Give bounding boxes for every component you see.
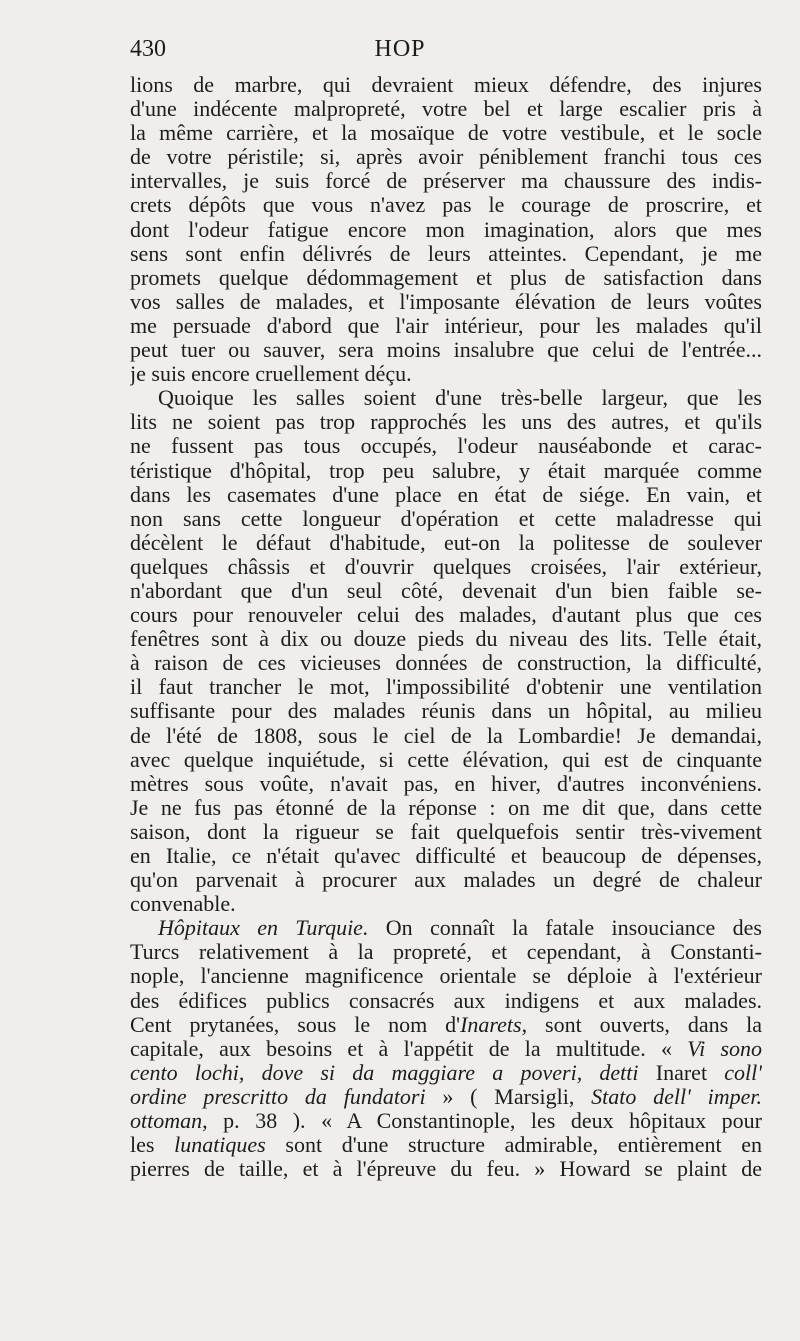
text-line: capitale, aux besoins et à l'appétit de la multitude. « Vi sono — [130, 1036, 762, 1061]
text-line: nople, l'ancienne magnificence orientale se déploie à l'extérieur — [130, 964, 762, 989]
text-line: en Italie, ce n'était qu'avec difficulté et beaucoup de dépenses, — [130, 844, 762, 868]
text-line: convenable. — [130, 892, 236, 917]
text-line: dans les casemates d'une place en état de siége. En vain, et — [130, 482, 762, 507]
text-line: d'une indécente malpropreté, votre bel et large escalier pris à — [130, 97, 762, 122]
text-line: promets quelque dédommagement et plus de satisfaction dans — [130, 265, 762, 290]
text-line: suffisante pour des malades réunis dans un hôpital, au milieu — [130, 699, 762, 724]
text-line: Cent prytanées, sous le nom d'Inarets, sont ouverts, dans la — [130, 1012, 762, 1037]
body-text — [130, 73, 762, 1181]
page-number: 430 — [130, 36, 166, 62]
text-line: peut tuer ou sauver, sera moins insalubre que celui de l'entrée... — [130, 338, 762, 363]
text-line: téristique d'hôpital, trop peu salubre, y était marquée comme — [130, 458, 762, 483]
text-line: les lunatiques sont d'une structure admirable, entièrement en — [130, 1133, 762, 1158]
text-line: ne fussent pas tous occupés, l'odeur nauséabonde et carac- — [130, 434, 762, 459]
text-line: à raison de ces vicieuses données de construction, la difficulté, — [130, 651, 762, 676]
text-line: la même carrière, et la mosaïque de votre vestibule, et le socle — [130, 121, 762, 146]
text-line: cento lochi, dove si da maggiare a poveri, detti Inaret coll' — [130, 1060, 762, 1085]
text-line: fenêtres sont à dix ou douze pieds du niveau des lits. Telle était, — [130, 627, 762, 652]
text-line: qu'on parvenait à procurer aux malades un degré de chaleur — [130, 868, 762, 893]
text-line: des édifices publics consacrés aux indigens et aux malades. — [130, 988, 762, 1013]
text-line: n'abordant que d'un seul côté, devenait d'un bien faible se- — [130, 578, 762, 603]
text-line: crets dépôts que vous n'avez pas le courage de proscrire, et — [130, 193, 762, 218]
text-line: cours pour renouveler celui des malades, d'autant plus que ces — [130, 603, 762, 628]
text-line: Turcs relativement à la propreté, et cependant, à Constanti- — [130, 940, 762, 965]
text-line: ottoman, p. 38 ). « A Constantinople, les deux hôpitaux pour — [130, 1109, 762, 1134]
text-line: Quoique les salles soient d'une très-belle largeur, que les — [158, 386, 762, 411]
page-header — [0, 36, 800, 68]
text-line: ordine prescritto da fundatori » ( Marsigli, Stato dell' imper. — [130, 1084, 762, 1109]
text-line: vos salles de malades, et l'imposante élévation de leurs voûtes — [130, 289, 762, 314]
text-line: dont l'odeur fatigue encore mon imagination, alors que mes — [130, 217, 762, 242]
text-line: avec quelque inquiétude, si cette élévation, qui est de cinquante — [130, 747, 762, 772]
text-line: Je ne fus pas étonné de la réponse : on me dit que, dans cette — [130, 795, 762, 820]
text-line: je suis encore cruellement déçu. — [130, 362, 412, 387]
text-line: décèlent le défaut d'habitude, eut-on la politesse de soulever — [130, 530, 762, 555]
text-line: lits ne soient pas trop rapprochés les uns des autres, et qu'ils — [130, 410, 762, 435]
text-line: mètres sous voûte, n'avait pas, en hiver, d'autres inconvéniens. — [130, 771, 762, 796]
text-line: non sans cette longueur d'opération et cette maladresse qui — [130, 506, 762, 531]
text-line: lions de marbre, qui devraient mieux défendre, des injures — [130, 73, 762, 97]
text-line: saison, dont la rigueur se fait quelquefois sentir très-vivement — [130, 819, 762, 844]
text-line: de l'été de 1808, sous le ciel de la Lombardie! Je demandai, — [130, 723, 762, 748]
text-line: Hôpitaux en Turquie. On connaît la fatale insouciance des — [158, 916, 762, 941]
text-line: sens sont enfin délivrés de leurs atteintes. Cependant, je me — [130, 241, 762, 266]
text-line: me persuade d'abord que l'air intérieur, pour les malades qu'il — [130, 313, 762, 338]
running-head: HOP — [374, 36, 426, 62]
text-line: pierres de taille, et à l'épreuve du feu. » Howard se plaint de — [130, 1157, 762, 1182]
text-line: quelques châssis et d'ouvrir quelques croisées, l'air extérieur, — [130, 554, 762, 579]
text-line: intervalles, je suis forcé de préserver ma chaussure des indis- — [130, 169, 762, 194]
section-heading: Hôpitaux en Turquie. — [158, 916, 369, 941]
text-line: il faut trancher le mot, l'impossibilité d'obtenir une ventilation — [130, 675, 762, 700]
text-line: de votre péristile; si, après avoir péniblement franchi tous ces — [130, 145, 762, 170]
